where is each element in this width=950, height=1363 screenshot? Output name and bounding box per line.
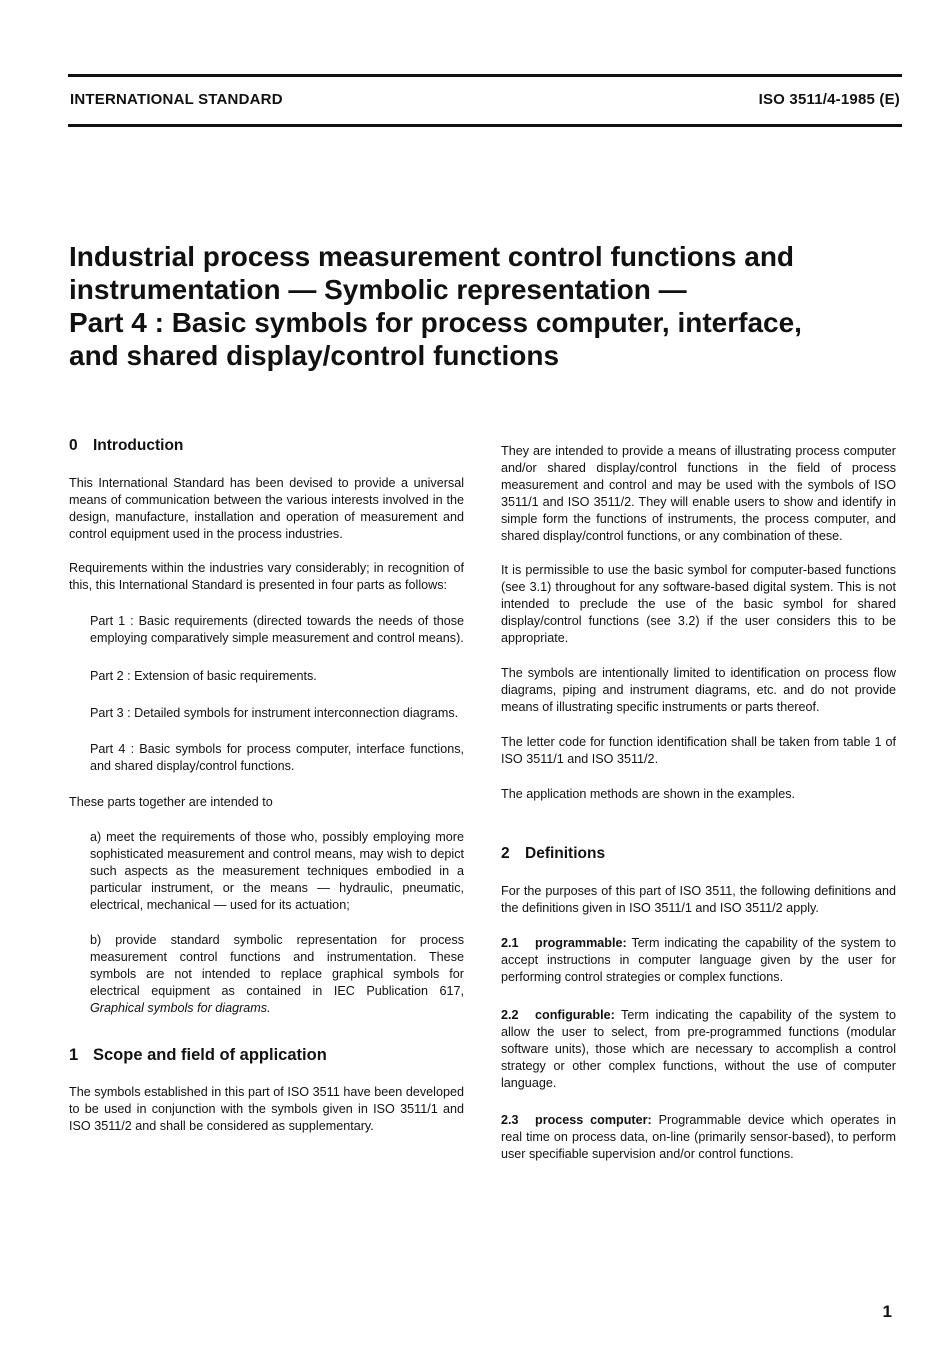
definition-text: Programmable device which operates in real time on process data, on-line (primarily sensor-based), to perform user specifiable supervision and/or control functions.: [501, 1113, 897, 1161]
definition-2-2: [501, 1007, 896, 1092]
document-title: [69, 240, 889, 372]
section-0-heading: [69, 436, 464, 456]
list-item-b-publication-title: Graphical symbols for diagrams.: [90, 1001, 271, 1015]
page-number: 1: [882, 1302, 892, 1321]
definition-term: programmable:: [535, 936, 627, 950]
intro-paragraph-7: The letter code for function identification shall be taken from table 1 of ISO 3511/1 and ISO 3511/2.: [501, 735, 896, 766]
list-item-b: [69, 932, 464, 1017]
section-title: Definitions: [525, 845, 606, 862]
part-3-item: Part 3 : Detailed symbols for instrument interconnection diagrams.: [90, 706, 459, 720]
part-4-item: Part 4 : Basic symbols for process computer, interface functions, and shared display/control functions.: [90, 742, 464, 773]
title-line-3: Part 4 : Basic symbols for process computer, interface,: [69, 307, 802, 338]
section-title: Introduction: [93, 437, 184, 454]
right-column: [501, 443, 896, 1163]
definition-term: process computer:: [535, 1113, 652, 1127]
definition-number: 2.3: [501, 1113, 519, 1127]
definition-number: 2.2: [501, 1008, 519, 1022]
section-1-heading: [69, 1045, 464, 1065]
intro-paragraph-1: This International Standard has been devised to provide a universal means of communication between the various interests involved in the design, manufacture, installation and operation of measurement and control equipment used in the process industries.: [69, 476, 464, 541]
definition-number: 2.1: [501, 936, 519, 950]
section-title: Scope and field of application: [93, 1046, 327, 1064]
intro-paragraph-6: The symbols are intentionally limited to identification on process flow diagrams, piping and instrument diagrams, etc. and do not provide means of illustrating specific instruments or parts thereof.: [501, 666, 896, 714]
title-line-1: Industrial process measurement control functions and: [69, 241, 795, 272]
header-rule-top: [68, 74, 902, 77]
title-line-2: instrumentation — Symbolic representation —: [69, 274, 687, 305]
definition-text: Term indicating the capability of the system to allow the user to select, from pre-programmed functions (modular software units), those which are necessary to accomplish a control strategy or other complex functions, without the use of computer language.: [501, 1008, 896, 1090]
list-item-a: a) meet the requirements of those who, possibly employing more sophisticated measurement and control means, may wish to depict such aspects as the measurement techniques embodied in a particular instrument, or the means — hydraulic, pneumatic, electrical, mechanical — used for its actuation;: [90, 830, 464, 912]
definition-2-3: [501, 1112, 896, 1163]
part-1-item: Part 1 : Basic requirements (directed towards the needs of those employing comparatively simple measurement and control means).: [90, 614, 464, 645]
list-item-b-text: b) provide standard symbolic representation for process measurement control functions and instrumentation. These symbols are not intended to replace graphical symbols for electrical equipment as contained in IEC Publication 617,: [90, 933, 464, 998]
intro-paragraph-5: It is permissible to use the basic symbol for computer-based functions (see 3.1) throughout for any software-based digital system. This is not intended to preclude the use of the basic symbol for shared display/control functions (see 3.2) if the user considers this to be appropriate.: [501, 563, 896, 645]
section-2-heading: [501, 844, 896, 864]
definition-text: Term indicating the capability of the system to accept instructions in computer language given by the user for performing control strategies or complex functions.: [501, 936, 896, 984]
section-number: 0: [69, 437, 78, 454]
section-number: 1: [69, 1046, 79, 1064]
title-line-4: and shared display/control functions: [69, 340, 560, 371]
intro-paragraph-4: They are intended to provide a means of illustrating process computer and/or shared display/control functions in the field of process measurement and control and may be used with the symbols of ISO 3511/1 and ISO 3511/2. They will enable users to show and identify in simple form the functions of instruments, the process computer, and shared display/control functions, or any combination of these.: [501, 444, 896, 543]
header-document-number: ISO 3511/4-1985 (E): [758, 91, 900, 108]
header-standard-label: INTERNATIONAL STANDARD: [70, 91, 283, 108]
left-column: [69, 436, 464, 1135]
definition-2-1: [501, 935, 896, 986]
header-rule-bottom: [68, 124, 902, 127]
scope-paragraph: The symbols established in this part of ISO 3511 have been developed to be used in conjunction with the symbols given in ISO 3511/1 and ISO 3511/2 and shall be considered as supplementary.: [69, 1085, 464, 1133]
intro-paragraph-3: These parts together are intended to: [69, 795, 273, 809]
intro-paragraph-8: The application methods are shown in the examples.: [501, 787, 796, 801]
section-number: 2: [501, 845, 510, 862]
part-2-item: Part 2 : Extension of basic requirements.: [90, 669, 317, 683]
definition-term: configurable:: [535, 1008, 615, 1022]
definitions-intro-paragraph: For the purposes of this part of ISO 3511, the following definitions and the definitions given in ISO 3511/1 and ISO 3511/2 apply.: [501, 884, 896, 915]
intro-paragraph-2: Requirements within the industries vary considerably; in recognition of this, this International Standard is presented in four parts as follows:: [69, 561, 464, 592]
